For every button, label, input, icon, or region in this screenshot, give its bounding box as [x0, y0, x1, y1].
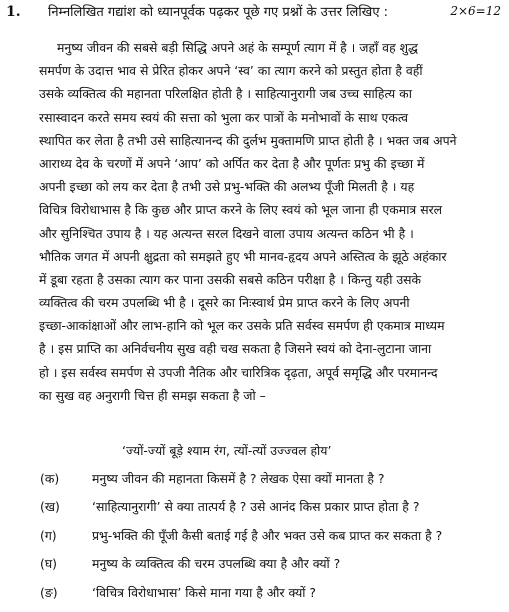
question-list — [40, 470, 500, 612]
sub-question-label: (क) — [40, 471, 60, 486]
sub-question — [40, 555, 500, 583]
passage-line: विचित्र विरोधाभास है कि कुछ और प्राप्त करने के लिए स्वयं को भूल जाना ही एकमात्र सरल — [39, 202, 443, 218]
passage-line: भौतिक जगत में अपनी क्षुद्रता को समझते हुए भी मानव-हृदय अपने अस्तित्व के झूठे अहंकार — [39, 248, 447, 264]
passage — [39, 36, 496, 407]
question-number: 1. — [6, 4, 21, 20]
sub-question-label: (ख) — [40, 499, 60, 515]
sub-question-text: ‘साहित्यानुरागी’ से क्या तात्पर्य है ? उसे आनंद किस प्रकार प्राप्त होता है ? — [92, 499, 420, 515]
passage-line: व्यक्तित्व की चरम उपलब्धि भी है । दूसरे का निःस्वार्थ प्रेम प्राप्त करने के लिए अपनी — [39, 295, 410, 311]
passage-line: हो । इस सर्वस्व समर्पण से उपजी नैतिक और चारित्रिक दृढ़ता, अपूर्व समृद्धि और परमानन्द — [39, 364, 438, 380]
sub-question — [40, 470, 500, 498]
passage-line: अपनी इच्छा को लय कर देता है तभी उसे प्रभु-भक्ति की अलभ्य पूँजी मिलती है । यह — [39, 179, 415, 195]
passage-line: आराध्य देव के चरणों में अपने ‘आप’ को अर्पित कर देता है और पूर्णतः प्रभु की इच्छा में — [39, 155, 425, 171]
passage-line: रसास्वादन करते समय स्वयं की सत्ता को भुला कर पात्रों के मनोभावों के साथ एकत्व — [39, 109, 409, 125]
passage-line: मनुष्य जीवन की सबसे बड़ी सिद्धि अपने अहं के सम्पूर्ण त्याग में है । जहाँ वह शुद्ध — [57, 40, 418, 55]
passage-line: स्थापित कर लेता है तभी उसे साहित्यानन्द की दुर्लभ मुक्तामणि प्राप्त होती है । भक्त जब अपने — [39, 132, 457, 148]
passage-line: उसके व्यक्तित्व की महानता परिलक्षित होती है । साहित्यानुरागी जब उच्च साहित्य का — [39, 86, 412, 102]
sub-question-label: (ङ) — [40, 584, 58, 600]
sub-question-text: मनुष्य जीवन की महानता किसमें है ? लेखक ऐसा क्यों मानता है ? — [92, 471, 385, 486]
sub-question — [40, 498, 500, 526]
couplet-quote: ‘ज्यों-ज्यों बूड़े श्याम रंग, त्यों-त्यों उज्ज्वल होय’ — [122, 443, 332, 458]
sub-question-text: ‘विचित्र विरोधाभास’ किसे माना गया है और क्यों ? — [92, 584, 317, 600]
sub-question-text: प्रभु-भक्ति की पूँजी कैसी बताई गई है और भक्त उसे कब प्राप्त कर सकता है ? — [92, 527, 443, 543]
passage-line: है । इस प्राप्ति का अनिर्वचनीय सुख वही चख सकता है जिसने स्वयं को देना-लुटाना जाना — [39, 341, 432, 357]
sub-question — [40, 527, 500, 555]
passage-line: समर्पण के उदात्त भाव से प्रेरित होकर अपने ‘स्व’ का त्याग करने को प्रस्तुत होता है वहीं — [39, 63, 423, 79]
passage-line: और सुनिश्चित उपाय है । यह अत्यन्त सरल दिखने वाला उपाय अत्यन्त कठिन भी है । — [39, 225, 414, 241]
question-instruction: निम्नलिखित गद्यांश को ध्यानपूर्वक पढ़कर पूछे गए प्रश्नों के उत्तर लिखिए : — [48, 5, 389, 20]
sub-question — [40, 584, 500, 612]
sub-question-text: मनुष्य के व्यक्तित्व की चरम उपलब्धि क्या है और क्यों ? — [92, 556, 341, 572]
sub-question-label: (घ) — [40, 556, 57, 572]
passage-line: इच्छा-आकांक्षाओं और लाभ-हानि को भूल कर उसके प्रति सर्वस्व समर्पण ही एकमात्र माध्यम — [39, 318, 445, 334]
marks-scheme: 2×6=12 — [450, 4, 501, 18]
passage-line: में डूबा रहता है उसका त्याग कर पाना उसकी सबसे कठिन परीक्षा है । किन्तु यही उसके — [39, 271, 422, 287]
passage-line: का सुख वह अनुरागी चित्त ही समझ सकता है जो – — [39, 387, 266, 403]
sub-question-label: (ग) — [40, 527, 57, 543]
